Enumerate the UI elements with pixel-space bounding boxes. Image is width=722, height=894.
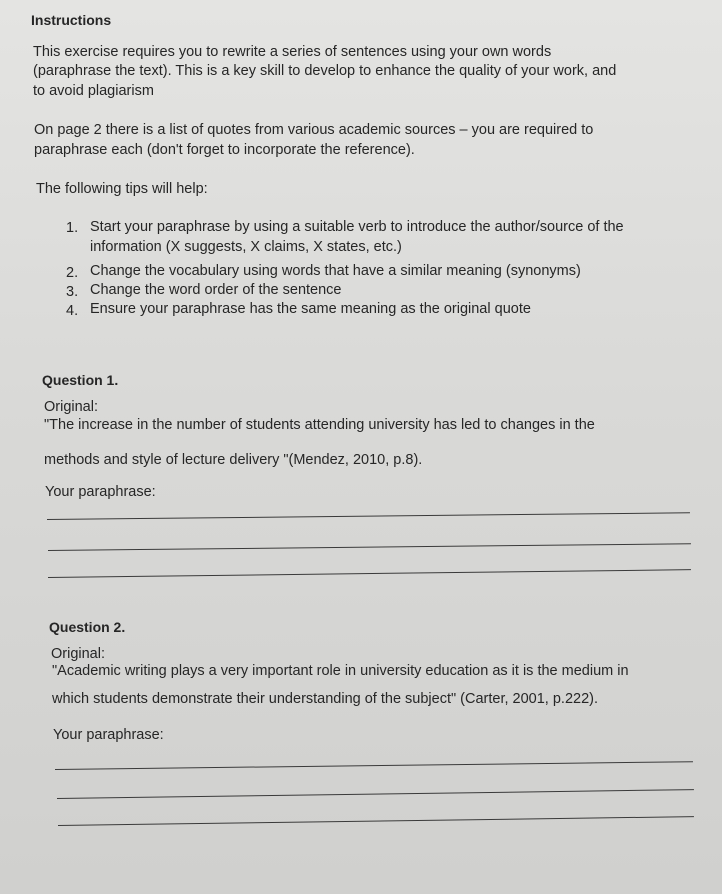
answer-line[interactable] (48, 569, 691, 578)
paragraph2-line: paraphrase each (don't forget to incorporate the reference). (34, 142, 415, 158)
quote-line: "The increase in the number of students attending university has led to changes in the (44, 417, 595, 433)
tip-text: Change the vocabulary using words that have a similar meaning (synonyms) (90, 263, 581, 279)
question-title: Question 2. (49, 619, 126, 635)
tip-number: 3. (66, 284, 79, 300)
paragraph1-line: to avoid plagiarism (33, 83, 154, 99)
paragraph1-line: This exercise requires you to rewrite a series of sentences using your own words (33, 44, 552, 60)
paragraph2-line: On page 2 there is a list of quotes from various academic sources – you are required to (34, 122, 594, 138)
original-label: Original: (44, 399, 98, 415)
tip-number: 2. (66, 265, 79, 281)
tip-text: information (X suggests, X claims, X states, etc.) (90, 239, 402, 255)
tip-text: Ensure your paraphrase has the same meaning as the original quote (90, 301, 531, 317)
answer-line[interactable] (47, 512, 690, 520)
answer-line[interactable] (57, 789, 694, 799)
question-title: Question 1. (42, 372, 119, 388)
answer-line[interactable] (55, 761, 693, 770)
original-label: Original: (51, 646, 105, 662)
quote-line: which students demonstrate their understanding of the subject" (Carter, 2001, p.222). (52, 691, 598, 707)
paragraph1-line: (paraphrase the text). This is a key skill to develop to enhance the quality of your work, and (33, 63, 617, 79)
answer-line[interactable] (48, 543, 691, 551)
paraphrase-label: Your paraphrase: (45, 484, 156, 500)
paraphrase-label: Your paraphrase: (53, 727, 164, 743)
answer-line[interactable] (58, 816, 694, 826)
instructions-heading: Instructions (31, 12, 112, 28)
tip-number: 1. (66, 220, 79, 236)
quote-line: "Academic writing plays a very important role in university education as it is the medium in (52, 663, 629, 679)
tips-intro: The following tips will help: (36, 181, 208, 197)
tip-number: 4. (66, 303, 79, 319)
tip-text: Start your paraphrase by using a suitable verb to introduce the author/source of the (90, 219, 624, 235)
quote-line: methods and style of lecture delivery "(Mendez, 2010, p.8). (44, 452, 423, 468)
tip-text: Change the word order of the sentence (90, 282, 342, 298)
